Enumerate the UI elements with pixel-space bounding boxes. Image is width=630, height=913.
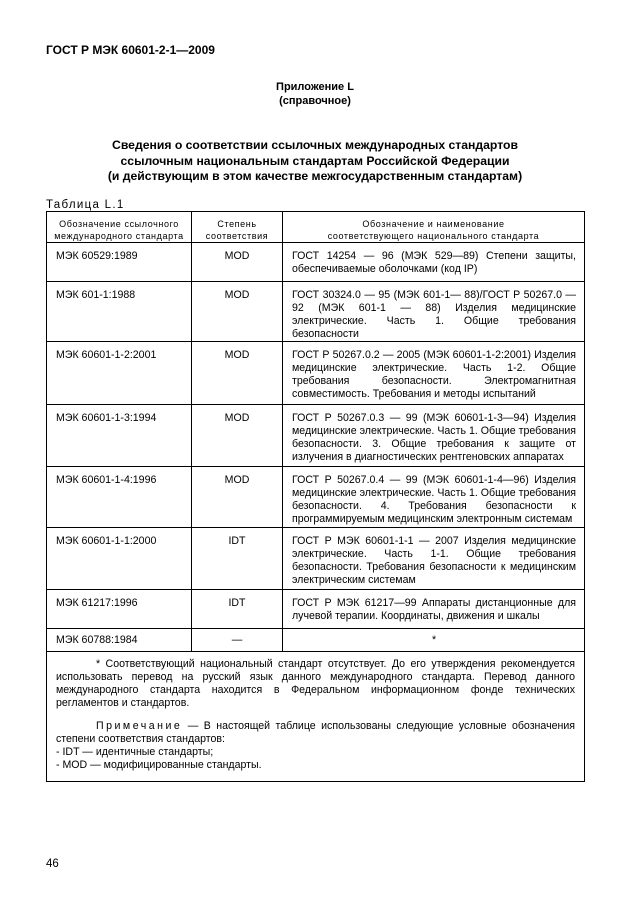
note-label: Примечание [96,720,183,732]
header-degree-line-2: соответствия [205,231,269,241]
degree-cell: MOD [192,243,283,282]
intl-standard-cell: МЭК 60601-1-2:2001 [47,342,192,405]
header-intl-standard [47,212,192,243]
section-title-line-2: ссылочным национальным стандартам Российской Федерации [120,153,510,168]
table-row [47,243,585,282]
table-row [47,528,585,590]
degree-cell: MOD [192,467,283,528]
section-title-line-3: (и действующим в этом качестве межгосударственным стандартам) [107,169,523,183]
table-row [47,342,585,405]
intl-standard-cell: МЭК 60529:1989 [47,243,192,282]
header-intl-line-2: международного стандарта [54,231,184,241]
header-degree [192,212,283,243]
correspondence-table [46,211,585,782]
header-national-line-1: Обозначение и наименование [362,219,505,229]
national-standard-cell: ГОСТ Р МЭК 61217—99 Аппараты дистанционные для лучевой терапии. Координаты, движения и шкалы [283,590,585,629]
table-row [47,282,585,342]
section-title-line-1: Сведения о соответствии ссылочных международных стандартов [112,138,518,152]
table-row [47,467,585,528]
document-code-header: ГОСТ Р МЭК 60601-2-1—2009 [46,43,215,57]
note-text: — В настоящей таблице использованы следующие условные обозначения степени соответствия стандартов: [56,720,575,745]
header-national-line-2: соответствующего национального стандарта [327,231,540,241]
national-standard-cell: ГОСТ Р 50267.0.2 — 2005 (МЭК 60601-1-2:2001) Изделия медицинские электрические. Часть 1-2. Общие требования безопасности. Электромагнитная совместимость. Требования и методы испытаний [283,342,585,405]
intl-standard-cell: МЭК 60601-1-3:1994 [47,405,192,467]
intl-standard-cell: МЭК 60601-1-4:1996 [47,467,192,528]
header-degree-line-1: Степень [217,219,257,229]
table-row [47,629,585,652]
national-standard-cell: ГОСТ 14254 — 96 (МЭК 529—89) Степени защиты, обеспечиваемые оболочками (код IP) [283,243,585,282]
table-row [47,590,585,629]
intl-standard-cell: МЭК 60601-1-1:2000 [47,528,192,590]
page-number: 46 [46,858,59,870]
header-national-standard [283,212,585,243]
degree-cell: MOD [192,282,283,342]
national-standard-cell: ГОСТ Р МЭК 60601-1-1 — 2007 Изделия медицинские электрические. Часть 1-1. Общие требования безопасности. Требования безопасности к медицинским электрическим системам [283,528,585,590]
degree-cell: MOD [192,342,283,405]
note-item-mod: - MOD — модифицированные стандарты. [56,759,262,771]
degree-cell: IDT [192,528,283,590]
intl-standard-cell: МЭК 60788:1984 [47,629,192,652]
table-header-row [47,212,585,243]
degree-cell: — [192,629,283,652]
national-standard-cell: * [283,629,585,652]
national-standard-cell: ГОСТ Р 50267.0.3 — 99 (МЭК 60601-1-3—94) Изделия медицинские электрические. Часть 1. Общие требования безопасности. 3. Общие требования к защите от излучения в диагностических рентгеновских аппаратах [283,405,585,467]
table-footer-cell [47,652,585,782]
annex-title: Приложение L [276,81,354,93]
table-row [47,405,585,467]
intl-standard-cell: МЭК 601-1:1988 [47,282,192,342]
footnote: * Соответствующий национальный стандарт отсутствует. До его утверждения рекомендуется использовать перевод на русский язык данного международного стандарта. Перевод данного международного стандарта находится в Федеральном информационном фонде технических регламентов и стандартов. [56,658,575,709]
header-intl-line-1: Обозначение ссылочного [59,219,179,229]
annex-subtitle: (справочное) [279,95,351,107]
degree-cell: MOD [192,405,283,467]
national-standard-cell: ГОСТ 30324.0 — 95 (МЭК 601-1— 88)/ГОСТ Р 50267.0 — 92 (МЭК 601-1 — 88) Изделия медицинские электрические. Часть 1. Общие требования безопасности [283,282,585,342]
intl-standard-cell: МЭК 61217:1996 [47,590,192,629]
national-standard-cell: ГОСТ Р 50267.0.4 — 99 (МЭК 60601-1-4—96) Изделия медицинские электрические. Часть 1. Общие требования безопасности. 4. Требования безопасности к программируемым медицинским электронным системам [283,467,585,528]
degree-cell: IDT [192,590,283,629]
note [56,720,575,746]
note-item-idt: - IDT — идентичные стандарты; [56,746,214,758]
table-label: Таблица L.1 [46,199,125,211]
table-footer-row [47,652,585,782]
section-title [46,138,584,185]
